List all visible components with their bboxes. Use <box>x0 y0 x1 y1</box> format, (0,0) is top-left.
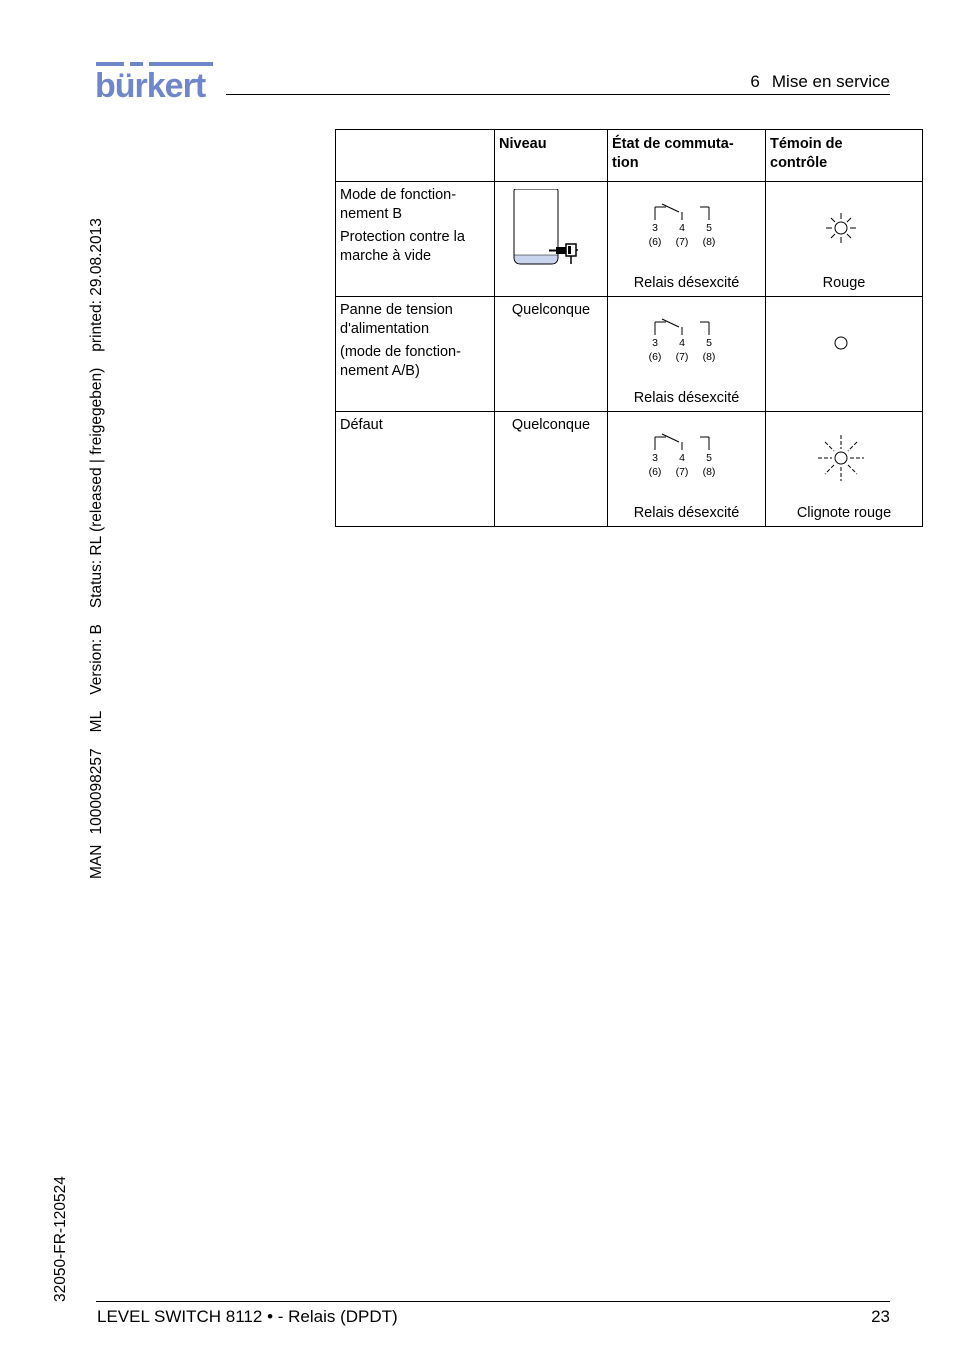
tank-low-level-icon <box>511 189 593 271</box>
temoin-label: Clignote rouge <box>796 505 892 521</box>
condition-cell <box>336 412 495 527</box>
relay-contact-icon <box>642 202 722 250</box>
header-etat-line2: tion <box>612 155 639 171</box>
footer-rule <box>96 1301 890 1302</box>
document-metadata <box>88 208 106 879</box>
niveau-cell <box>495 297 608 412</box>
logo-text: bürkert <box>96 67 206 100</box>
terminal-label: 4 <box>679 222 685 234</box>
terminal-label: (7) <box>675 351 689 363</box>
terminal-label: 3 <box>652 222 658 234</box>
terminal-label: 4 <box>679 452 685 464</box>
burkert-logo <box>96 62 214 105</box>
temoin-label: Rouge <box>822 275 866 291</box>
header-temoin <box>766 130 923 182</box>
table-row <box>336 297 923 412</box>
condition-cell <box>336 297 495 412</box>
terminal-label: (6) <box>648 466 662 478</box>
terminal-label: (8) <box>702 236 716 248</box>
niveau-text: Quelconque <box>511 302 591 318</box>
terminal-label: 3 <box>652 337 658 349</box>
condition-text: Défaut <box>340 417 383 433</box>
header-empty <box>336 130 495 182</box>
lamp-on-icon <box>824 211 858 245</box>
condition-cell <box>336 182 495 297</box>
relay-contact-icon <box>642 432 722 480</box>
condition-text: nement B <box>340 206 403 222</box>
lamp-off-icon <box>832 334 850 352</box>
meta-printed: printed: 29.08.2013 <box>88 218 105 352</box>
document-id: 32050-FR-120524 <box>52 1176 69 1302</box>
terminal-label: (6) <box>648 351 662 363</box>
header-temoin-line1: Témoin de <box>770 136 843 152</box>
table-row <box>336 182 923 297</box>
header-etat <box>608 130 766 182</box>
etat-label: Relais désexcité <box>633 275 740 291</box>
meta-man: MAN <box>88 844 105 879</box>
header-rule <box>226 94 890 95</box>
meta-lang: ML <box>88 710 105 733</box>
etat-label: Relais désexcité <box>633 505 740 521</box>
lamp-blinking-icon <box>816 433 866 483</box>
relay-status-table <box>335 129 923 527</box>
condition-text: Panne de tension <box>340 302 453 318</box>
terminal-label: 5 <box>706 337 712 349</box>
terminal-label: 3 <box>652 452 658 464</box>
niveau-cell <box>495 412 608 527</box>
header-etat-line1: État de commuta- <box>612 136 734 152</box>
section-title-text: Mise en service <box>771 72 890 91</box>
condition-text: Mode de fonction- <box>340 187 457 203</box>
niveau-cell <box>495 182 608 297</box>
terminal-label: (8) <box>702 351 716 363</box>
etat-cell <box>608 182 766 297</box>
condition-text: marche à vide <box>340 248 432 264</box>
terminal-label: 5 <box>706 452 712 464</box>
etat-cell <box>608 412 766 527</box>
niveau-text: Quelconque <box>511 417 591 433</box>
terminal-label: 5 <box>706 222 712 234</box>
footer-product: LEVEL SWITCH 8112 • - Relais (DPDT) <box>97 1307 398 1326</box>
table-header-row <box>336 130 923 182</box>
table-row <box>336 412 923 527</box>
condition-text: nement A/B) <box>340 363 420 379</box>
section-title <box>750 72 890 92</box>
terminal-label: (8) <box>702 466 716 478</box>
terminal-label: 4 <box>679 337 685 349</box>
relay-contact-icon <box>642 317 722 365</box>
meta-version: Version: B <box>88 624 105 695</box>
section-number: 6 <box>750 72 760 91</box>
terminal-label: (6) <box>648 236 662 248</box>
header-temoin-line2: contrôle <box>770 155 828 171</box>
terminal-label: (7) <box>675 236 689 248</box>
etat-label: Relais désexcité <box>633 390 740 406</box>
condition-text: Protection contre la <box>340 229 465 245</box>
meta-status: Status: RL (released | freigegeben) <box>88 367 105 609</box>
condition-text: d'alimentation <box>340 321 430 337</box>
temoin-cell <box>766 412 923 527</box>
etat-cell <box>608 297 766 412</box>
header-niveau: Niveau <box>495 130 608 182</box>
temoin-cell <box>766 182 923 297</box>
temoin-cell <box>766 297 923 412</box>
terminal-label: (7) <box>675 466 689 478</box>
page-number: 23 <box>871 1307 890 1326</box>
meta-number: 1000098257 <box>88 748 105 835</box>
condition-text: (mode de fonction- <box>340 344 461 360</box>
